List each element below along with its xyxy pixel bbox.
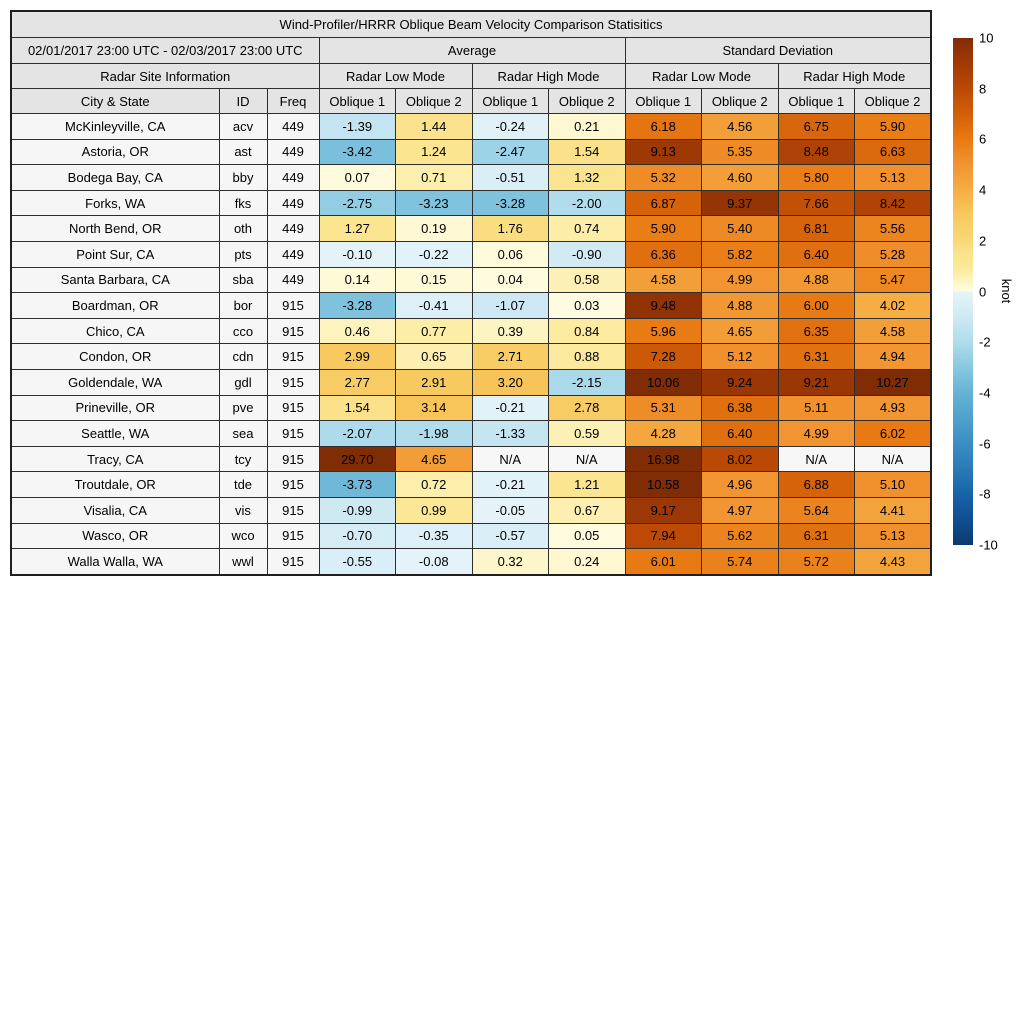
value-cell: 5.96: [625, 318, 702, 344]
site-id-cell: bor: [219, 293, 267, 319]
date-range-cell: 02/01/2017 23:00 UTC - 02/03/2017 23:00 UTC: [11, 38, 319, 64]
col-header-oblique: Oblique 2: [702, 89, 779, 114]
table-row: [11, 523, 931, 549]
value-cell: 29.70: [319, 446, 396, 472]
value-cell: 0.99: [396, 497, 473, 523]
value-cell: 2.99: [319, 344, 396, 370]
value-cell: -3.23: [396, 190, 473, 216]
freq-cell: 449: [267, 190, 319, 216]
colorbar-tick-label: -10: [979, 537, 998, 553]
value-cell: 8.02: [702, 446, 779, 472]
table-row: [11, 241, 931, 267]
site-id-cell: fks: [219, 190, 267, 216]
col-header-oblique: Oblique 1: [778, 89, 855, 114]
group-header-row: [11, 38, 931, 64]
value-cell: 0.14: [319, 267, 396, 293]
city-cell: Forks, WA: [11, 190, 219, 216]
city-cell: Seattle, WA: [11, 421, 219, 447]
value-cell: 1.27: [319, 216, 396, 242]
value-cell: 4.94: [855, 344, 932, 370]
table-row: [11, 395, 931, 421]
value-cell: 9.24: [702, 369, 779, 395]
value-cell: N/A: [472, 446, 549, 472]
value-cell: -3.42: [319, 139, 396, 165]
value-cell: 0.46: [319, 318, 396, 344]
value-cell: 4.02: [855, 293, 932, 319]
value-cell: 0.39: [472, 318, 549, 344]
value-cell: 0.58: [549, 267, 626, 293]
value-cell: 7.94: [625, 523, 702, 549]
col-header-city: City & State: [11, 89, 219, 114]
colorbar-tick-label: 10: [979, 30, 994, 46]
value-cell: 0.05: [549, 523, 626, 549]
value-cell: 6.63: [855, 139, 932, 165]
table-row: [11, 369, 931, 395]
value-cell: 1.54: [319, 395, 396, 421]
value-cell: 0.24: [549, 549, 626, 575]
value-cell: 5.62: [702, 523, 779, 549]
value-cell: 0.32: [472, 549, 549, 575]
table-row: [11, 549, 931, 575]
value-cell: 4.93: [855, 395, 932, 421]
site-id-cell: bby: [219, 165, 267, 191]
statistics-table: [10, 10, 932, 576]
col-header-oblique: Oblique 1: [625, 89, 702, 114]
table-row: [11, 267, 931, 293]
freq-cell: 915: [267, 395, 319, 421]
city-cell: Bodega Bay, CA: [11, 165, 219, 191]
col-header-oblique: Oblique 1: [319, 89, 396, 114]
site-id-cell: tcy: [219, 446, 267, 472]
value-cell: 0.77: [396, 318, 473, 344]
value-cell: 6.87: [625, 190, 702, 216]
value-cell: 5.28: [855, 241, 932, 267]
value-cell: -0.35: [396, 523, 473, 549]
value-cell: -0.90: [549, 241, 626, 267]
value-cell: 4.88: [778, 267, 855, 293]
site-id-cell: wco: [219, 523, 267, 549]
colorbar-unit-label: knot: [999, 278, 1014, 304]
city-cell: Point Sur, CA: [11, 241, 219, 267]
freq-cell: 449: [267, 114, 319, 140]
value-cell: 6.31: [778, 523, 855, 549]
site-id-cell: sba: [219, 267, 267, 293]
table-row: [11, 216, 931, 242]
value-cell: 4.99: [702, 267, 779, 293]
value-cell: -0.70: [319, 523, 396, 549]
city-cell: Chico, CA: [11, 318, 219, 344]
value-cell: 6.36: [625, 241, 702, 267]
value-cell: 0.15: [396, 267, 473, 293]
freq-cell: 449: [267, 139, 319, 165]
table-row: [11, 293, 931, 319]
colorbar-tick-label: 8: [979, 81, 987, 97]
city-cell: Condon, OR: [11, 344, 219, 370]
colorbar-tick-label: -2: [979, 334, 991, 350]
value-cell: 4.65: [396, 446, 473, 472]
value-cell: 9.13: [625, 139, 702, 165]
site-id-cell: gdl: [219, 369, 267, 395]
city-cell: Tracy, CA: [11, 446, 219, 472]
freq-cell: 449: [267, 165, 319, 191]
value-cell: 5.56: [855, 216, 932, 242]
mode-header-avg-high: Radar High Mode: [472, 64, 625, 89]
freq-cell: 915: [267, 446, 319, 472]
value-cell: 8.48: [778, 139, 855, 165]
value-cell: -1.33: [472, 421, 549, 447]
table-row: [11, 318, 931, 344]
colorbar-gradient: [953, 38, 973, 545]
site-id-cell: wwl: [219, 549, 267, 575]
freq-cell: 915: [267, 523, 319, 549]
colorbar-tick-label: 0: [979, 284, 987, 299]
value-cell: -1.98: [396, 421, 473, 447]
value-cell: -2.07: [319, 421, 396, 447]
mode-header-row: [11, 64, 931, 89]
value-cell: 0.72: [396, 472, 473, 498]
city-cell: Walla Walla, WA: [11, 549, 219, 575]
mode-header-avg-low: Radar Low Mode: [319, 64, 472, 89]
value-cell: 5.82: [702, 241, 779, 267]
value-cell: 4.96: [702, 472, 779, 498]
value-cell: 2.91: [396, 369, 473, 395]
col-header-oblique: Oblique 1: [472, 89, 549, 114]
site-id-cell: acv: [219, 114, 267, 140]
freq-cell: 915: [267, 318, 319, 344]
mode-header-std-low: Radar Low Mode: [625, 64, 778, 89]
city-cell: Astoria, OR: [11, 139, 219, 165]
table-body: [11, 11, 931, 575]
value-cell: 5.72: [778, 549, 855, 575]
value-cell: 4.99: [778, 421, 855, 447]
value-cell: 1.54: [549, 139, 626, 165]
city-cell: North Bend, OR: [11, 216, 219, 242]
value-cell: N/A: [855, 446, 932, 472]
value-cell: -2.47: [472, 139, 549, 165]
value-cell: 4.88: [702, 293, 779, 319]
value-cell: 1.32: [549, 165, 626, 191]
site-id-cell: vis: [219, 497, 267, 523]
value-cell: 8.42: [855, 190, 932, 216]
value-cell: N/A: [778, 446, 855, 472]
freq-cell: 915: [267, 344, 319, 370]
site-id-cell: oth: [219, 216, 267, 242]
value-cell: 0.88: [549, 344, 626, 370]
value-cell: 0.21: [549, 114, 626, 140]
mode-header-std-high: Radar High Mode: [778, 64, 931, 89]
value-cell: -2.00: [549, 190, 626, 216]
table-row: [11, 344, 931, 370]
value-cell: 6.88: [778, 472, 855, 498]
col-header-freq: Freq: [267, 89, 319, 114]
table-row: [11, 421, 931, 447]
value-cell: 0.65: [396, 344, 473, 370]
site-id-cell: pve: [219, 395, 267, 421]
colorbar-tick-label: 6: [979, 131, 987, 147]
value-cell: 0.04: [472, 267, 549, 293]
title-row: [11, 11, 931, 38]
value-cell: 7.66: [778, 190, 855, 216]
value-cell: -3.73: [319, 472, 396, 498]
value-cell: -0.99: [319, 497, 396, 523]
value-cell: -0.10: [319, 241, 396, 267]
value-cell: 5.90: [855, 114, 932, 140]
col-header-oblique: Oblique 2: [855, 89, 932, 114]
table-row: [11, 446, 931, 472]
value-cell: 0.71: [396, 165, 473, 191]
value-cell: 5.40: [702, 216, 779, 242]
value-cell: 5.64: [778, 497, 855, 523]
freq-cell: 915: [267, 472, 319, 498]
value-cell: 6.18: [625, 114, 702, 140]
value-cell: -0.55: [319, 549, 396, 575]
colorbar-tick-label: -4: [979, 385, 991, 401]
value-cell: 5.90: [625, 216, 702, 242]
value-cell: 16.98: [625, 446, 702, 472]
value-cell: 6.02: [855, 421, 932, 447]
value-cell: 6.31: [778, 344, 855, 370]
value-cell: 5.31: [625, 395, 702, 421]
site-id-cell: cdn: [219, 344, 267, 370]
value-cell: -1.07: [472, 293, 549, 319]
city-cell: Santa Barbara, CA: [11, 267, 219, 293]
value-cell: -2.75: [319, 190, 396, 216]
value-cell: 5.80: [778, 165, 855, 191]
value-cell: 1.76: [472, 216, 549, 242]
city-cell: Wasco, OR: [11, 523, 219, 549]
site-id-cell: cco: [219, 318, 267, 344]
value-cell: 0.59: [549, 421, 626, 447]
value-cell: 4.56: [702, 114, 779, 140]
group-header-average: Average: [319, 38, 625, 64]
freq-cell: 915: [267, 293, 319, 319]
value-cell: 0.03: [549, 293, 626, 319]
value-cell: 0.06: [472, 241, 549, 267]
value-cell: 6.75: [778, 114, 855, 140]
value-cell: -3.28: [319, 293, 396, 319]
col-header-id: ID: [219, 89, 267, 114]
value-cell: -0.22: [396, 241, 473, 267]
value-cell: 3.14: [396, 395, 473, 421]
value-cell: 6.01: [625, 549, 702, 575]
value-cell: 0.67: [549, 497, 626, 523]
value-cell: 1.44: [396, 114, 473, 140]
value-cell: 2.78: [549, 395, 626, 421]
column-header-row: [11, 89, 931, 114]
value-cell: 0.74: [549, 216, 626, 242]
table-row: [11, 190, 931, 216]
table-row: [11, 139, 931, 165]
site-id-cell: sea: [219, 421, 267, 447]
value-cell: 4.60: [702, 165, 779, 191]
freq-cell: 915: [267, 497, 319, 523]
value-cell: 4.97: [702, 497, 779, 523]
value-cell: -0.08: [396, 549, 473, 575]
table-row: [11, 114, 931, 140]
value-cell: N/A: [549, 446, 626, 472]
value-cell: 4.58: [855, 318, 932, 344]
colorbar: [953, 30, 1014, 553]
value-cell: 6.35: [778, 318, 855, 344]
value-cell: 5.13: [855, 523, 932, 549]
value-cell: -3.28: [472, 190, 549, 216]
colorbar-tick-label: -8: [979, 486, 991, 502]
value-cell: 10.27: [855, 369, 932, 395]
freq-cell: 915: [267, 369, 319, 395]
city-cell: McKinleyville, CA: [11, 114, 219, 140]
value-cell: 4.58: [625, 267, 702, 293]
value-cell: 6.38: [702, 395, 779, 421]
value-cell: 6.40: [702, 421, 779, 447]
value-cell: 9.48: [625, 293, 702, 319]
freq-cell: 915: [267, 421, 319, 447]
value-cell: 4.41: [855, 497, 932, 523]
value-cell: 5.35: [702, 139, 779, 165]
site-id-cell: pts: [219, 241, 267, 267]
colorbar-tick-label: 4: [979, 182, 987, 198]
value-cell: -0.51: [472, 165, 549, 191]
city-cell: Visalia, CA: [11, 497, 219, 523]
freq-cell: 449: [267, 216, 319, 242]
freq-cell: 915: [267, 549, 319, 575]
value-cell: 6.40: [778, 241, 855, 267]
value-cell: 9.37: [702, 190, 779, 216]
colorbar-tick-label: 2: [979, 233, 987, 249]
value-cell: -2.15: [549, 369, 626, 395]
colorbar-tick-label: -6: [979, 436, 991, 452]
value-cell: 2.77: [319, 369, 396, 395]
value-cell: 3.20: [472, 369, 549, 395]
value-cell: 7.28: [625, 344, 702, 370]
col-header-oblique: Oblique 2: [396, 89, 473, 114]
value-cell: 2.71: [472, 344, 549, 370]
value-cell: 6.81: [778, 216, 855, 242]
city-cell: Boardman, OR: [11, 293, 219, 319]
value-cell: 10.06: [625, 369, 702, 395]
col-header-oblique: Oblique 2: [549, 89, 626, 114]
value-cell: -0.21: [472, 395, 549, 421]
value-cell: 4.43: [855, 549, 932, 575]
value-cell: -0.24: [472, 114, 549, 140]
value-cell: 5.10: [855, 472, 932, 498]
freq-cell: 449: [267, 267, 319, 293]
value-cell: 0.19: [396, 216, 473, 242]
value-cell: 5.13: [855, 165, 932, 191]
value-cell: -0.57: [472, 523, 549, 549]
value-cell: -0.21: [472, 472, 549, 498]
value-cell: -0.41: [396, 293, 473, 319]
table-row: [11, 165, 931, 191]
site-id-cell: tde: [219, 472, 267, 498]
value-cell: 1.24: [396, 139, 473, 165]
value-cell: 10.58: [625, 472, 702, 498]
table-row: [11, 472, 931, 498]
city-cell: Prineville, OR: [11, 395, 219, 421]
freq-cell: 449: [267, 241, 319, 267]
city-cell: Troutdale, OR: [11, 472, 219, 498]
value-cell: 5.11: [778, 395, 855, 421]
value-cell: -1.39: [319, 114, 396, 140]
site-id-cell: ast: [219, 139, 267, 165]
value-cell: 5.32: [625, 165, 702, 191]
city-cell: Goldendale, WA: [11, 369, 219, 395]
value-cell: 9.17: [625, 497, 702, 523]
value-cell: 6.00: [778, 293, 855, 319]
value-cell: 9.21: [778, 369, 855, 395]
value-cell: 4.28: [625, 421, 702, 447]
value-cell: 1.21: [549, 472, 626, 498]
value-cell: 5.12: [702, 344, 779, 370]
group-header-stddev: Standard Deviation: [625, 38, 931, 64]
value-cell: 5.74: [702, 549, 779, 575]
site-info-header: Radar Site Information: [11, 64, 319, 89]
table-row: [11, 497, 931, 523]
table-title: Wind-Profiler/HRRR Oblique Beam Velocity Comparison Statisitics: [11, 11, 931, 38]
value-cell: 4.65: [702, 318, 779, 344]
value-cell: -0.05: [472, 497, 549, 523]
value-cell: 0.07: [319, 165, 396, 191]
value-cell: 5.47: [855, 267, 932, 293]
value-cell: 0.84: [549, 318, 626, 344]
